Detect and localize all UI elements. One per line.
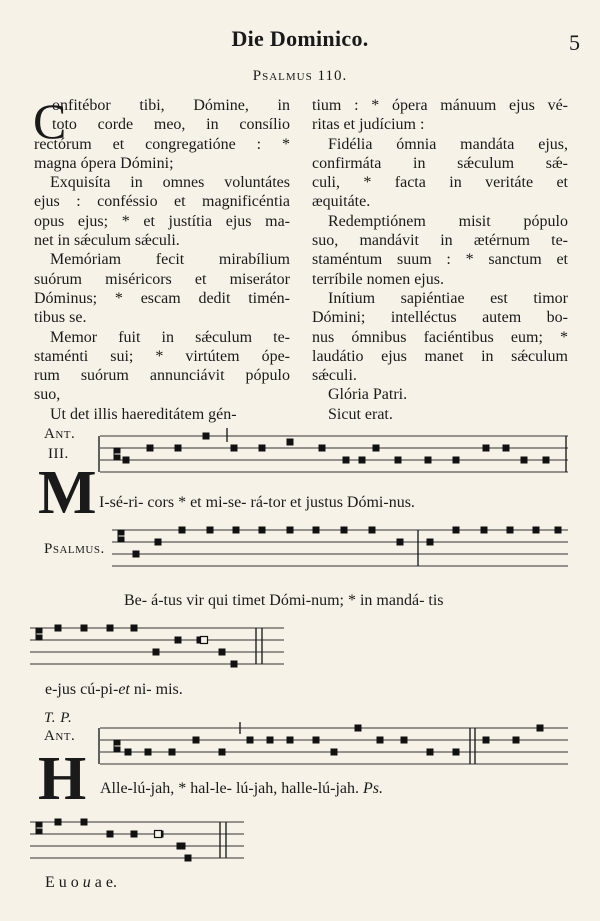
- neume-note: [343, 457, 350, 464]
- antiphon-mode: III.: [48, 446, 69, 462]
- psalm-right-line: terríbile nomen ejus.: [312, 270, 444, 288]
- neume-note: [219, 649, 226, 656]
- neume-note: [247, 737, 254, 744]
- neume-note: [233, 527, 240, 534]
- page-number: 5: [569, 30, 580, 55]
- neume-note: [107, 625, 114, 632]
- c-clef-icon: [114, 740, 120, 752]
- neume-note: [401, 737, 408, 744]
- psalm-left-line: staménti sui; * virtútem ópe-: [34, 347, 290, 365]
- neume-note: [373, 445, 380, 452]
- neume-note: [369, 527, 376, 534]
- neume-note: [153, 649, 160, 656]
- neume-note: [267, 737, 274, 744]
- psalm-left-line: Memor fuit in sǽculum te-: [50, 328, 290, 346]
- running-title: Die Dominico.: [231, 26, 369, 51]
- euouae-lyrics: [45, 874, 117, 892]
- c-clef-icon: [118, 530, 124, 542]
- neume-note: [287, 439, 294, 446]
- neume-note: [231, 445, 238, 452]
- psalm-right-line: laudátio ejus manet in sǽculum: [312, 347, 568, 365]
- antiphon2-lyrics: [100, 780, 383, 798]
- antiphon2-initial: H: [38, 745, 87, 813]
- psalm-right-line: Glória Patri.: [328, 386, 408, 404]
- psalm-right-line: æquitáte.: [312, 193, 371, 211]
- neume-note: [55, 819, 62, 826]
- neume-note: [123, 457, 130, 464]
- psalm-left-line: Ut det illis haereditátem gén-: [50, 405, 237, 423]
- continuation-lyric-part-b: ni- mis.: [129, 681, 183, 698]
- neume-note: [395, 457, 402, 464]
- psalmus-continuation-lyrics: [45, 681, 183, 699]
- neume-note: [169, 749, 176, 756]
- psalmus-label: Psalmus.: [44, 541, 105, 557]
- psalm-cue: Ps.: [363, 780, 384, 797]
- psalm-title: Psalmus 110.: [252, 68, 348, 84]
- neume-note: [513, 737, 520, 744]
- psalm-left-line: Exquisíta in omnes voluntátes: [50, 174, 290, 192]
- neume-note: [175, 637, 182, 644]
- psalmus-lyrics: Be- á-tus vir qui timet Dómi-num; * in mandá- tis: [124, 592, 444, 609]
- continuation-lyric-italic: et: [118, 681, 130, 698]
- neume-note: [481, 527, 488, 534]
- neume-note: [185, 855, 192, 862]
- staff-euouae: [30, 822, 244, 858]
- neume-note: [453, 749, 460, 756]
- neume-note: [555, 527, 562, 534]
- neume-note: [341, 527, 348, 534]
- neume-note: [231, 661, 238, 668]
- neume-note: [179, 843, 186, 850]
- psalm-left-line: rectórum et congregatióne : *: [34, 135, 290, 153]
- psalm-left-line: toto corde meo, in consílio: [52, 116, 290, 134]
- neume-note: [131, 625, 138, 632]
- psalm-right-line: sǽculi.: [312, 367, 357, 385]
- psalm-left-line: suórum miséricors et miserátor: [34, 270, 290, 288]
- psalm-left-line: suo,: [34, 386, 61, 404]
- tp-text: T. P.: [44, 710, 73, 726]
- neume-note: [145, 749, 152, 756]
- neume-note: [331, 749, 338, 756]
- neume-note: [483, 445, 490, 452]
- neume-note: [537, 725, 544, 732]
- neume-note: [287, 527, 294, 534]
- psalm-initial-letter: C: [33, 93, 67, 149]
- c-clef-icon: [36, 628, 42, 640]
- psalm-left-line: rum suórum annunciávit pópulo: [34, 367, 290, 385]
- antiphon-label: Ant.: [44, 426, 76, 442]
- staff-antiphon1: [100, 436, 568, 472]
- psalm-left-line: net in sǽculum sǽculi.: [34, 232, 180, 250]
- neume-note: [533, 527, 540, 534]
- neume-note: [203, 433, 210, 440]
- neume-note: [507, 527, 514, 534]
- psalm-right-line: culi, * facta in veritáte et: [312, 174, 568, 192]
- neume-note: [207, 527, 214, 534]
- c-clef-icon: [36, 822, 42, 834]
- psalm-right-line: confirmáta in sǽculum sǽ-: [312, 154, 568, 172]
- neume-note-hollow: [201, 637, 208, 644]
- psalm-right-line: Inítium sapiéntiae est timor: [328, 289, 568, 307]
- neume-note: [179, 527, 186, 534]
- neume-note: [81, 819, 88, 826]
- antiphon1-lyrics: I-sé-ri- cors * et mi-se- rá-tor et justus Dómi-nus.: [99, 494, 415, 511]
- neume-note: [147, 445, 154, 452]
- neume-note: [503, 445, 510, 452]
- neume-note: [543, 457, 550, 464]
- antiphon2-label: Ant.: [44, 728, 76, 744]
- staff-continuation: [30, 628, 284, 664]
- neume-note: [427, 749, 434, 756]
- psalm-left-line: Memóriam fecit mirabílium: [50, 251, 290, 269]
- neume-note: [483, 737, 490, 744]
- neume-note: [175, 445, 182, 452]
- psalm-left-line: opus ejus; * et justítia ejus ma-: [34, 212, 290, 230]
- tempore-paschali-label: [44, 710, 72, 727]
- psalm-left-line: ejus : conféssio et magnificéntia: [34, 193, 290, 211]
- neume-note: [521, 457, 528, 464]
- psalm-left-line: tibus se.: [34, 309, 87, 327]
- neume-note-hollow: [155, 831, 162, 838]
- neume-note: [133, 551, 140, 558]
- neume-note: [397, 539, 404, 546]
- neume-note: [259, 527, 266, 534]
- psalm-right-line: Sicut erat.: [328, 405, 393, 423]
- psalm-right-line: staméntum suum : * sanctum et: [312, 251, 568, 269]
- neume-note: [259, 445, 266, 452]
- neume-note: [287, 737, 294, 744]
- psalm-right-line: Redemptiónem misit pópulo: [328, 212, 568, 230]
- neume-note: [453, 527, 460, 534]
- staff-psalmus: [112, 530, 568, 566]
- neume-note: [193, 737, 200, 744]
- psalm-right-line: suo, mandávit in ætérnum te-: [312, 232, 568, 250]
- neume-note: [427, 539, 434, 546]
- euouae-italic: u: [82, 874, 91, 891]
- neume-note: [131, 831, 138, 838]
- neume-note: [155, 539, 162, 546]
- neume-note: [55, 625, 62, 632]
- neume-note: [319, 445, 326, 452]
- neume-note: [313, 527, 320, 534]
- psalm-right-line: Fidélia ómnia mandáta ejus,: [328, 135, 568, 153]
- continuation-lyric-part-a: e-jus cú-pi-: [45, 681, 119, 698]
- neume-note: [453, 457, 460, 464]
- c-clef-icon: [114, 448, 120, 460]
- neume-note: [81, 625, 88, 632]
- antiphon-initial: M: [38, 459, 97, 527]
- neume-note: [425, 457, 432, 464]
- neume-note: [355, 725, 362, 732]
- euouae-part-b: a e.: [90, 874, 117, 891]
- neume-note: [107, 831, 114, 838]
- psalm-left-line: magna ópera Dómini;: [34, 154, 174, 172]
- psalm-right-line: tium : * ópera mánuum ejus vé-: [312, 97, 568, 114]
- neume-note: [313, 737, 320, 744]
- neume-note: [377, 737, 384, 744]
- neume-note: [125, 749, 132, 756]
- psalm-right-line: Dómini; intelléctus autem bo-: [312, 309, 568, 327]
- neume-note: [359, 457, 366, 464]
- psalm-right-line: ritas et judícium :: [312, 116, 425, 134]
- antiphon2-lyric-text: Alle-lú-jah, * hal-le- lú-jah, halle-lú-jah.: [100, 780, 360, 797]
- staff-antiphon2: [100, 728, 568, 764]
- neume-note: [219, 749, 226, 756]
- euouae-part-a: E u o: [45, 874, 83, 891]
- psalm-left-line: onfitébor tibi, Dómine, in: [52, 97, 290, 114]
- psalm-right-line: nus ómnibus faciéntibus eum; *: [312, 328, 568, 346]
- psalm-left-line: Dóminus; * escam dedit timén-: [34, 289, 290, 307]
